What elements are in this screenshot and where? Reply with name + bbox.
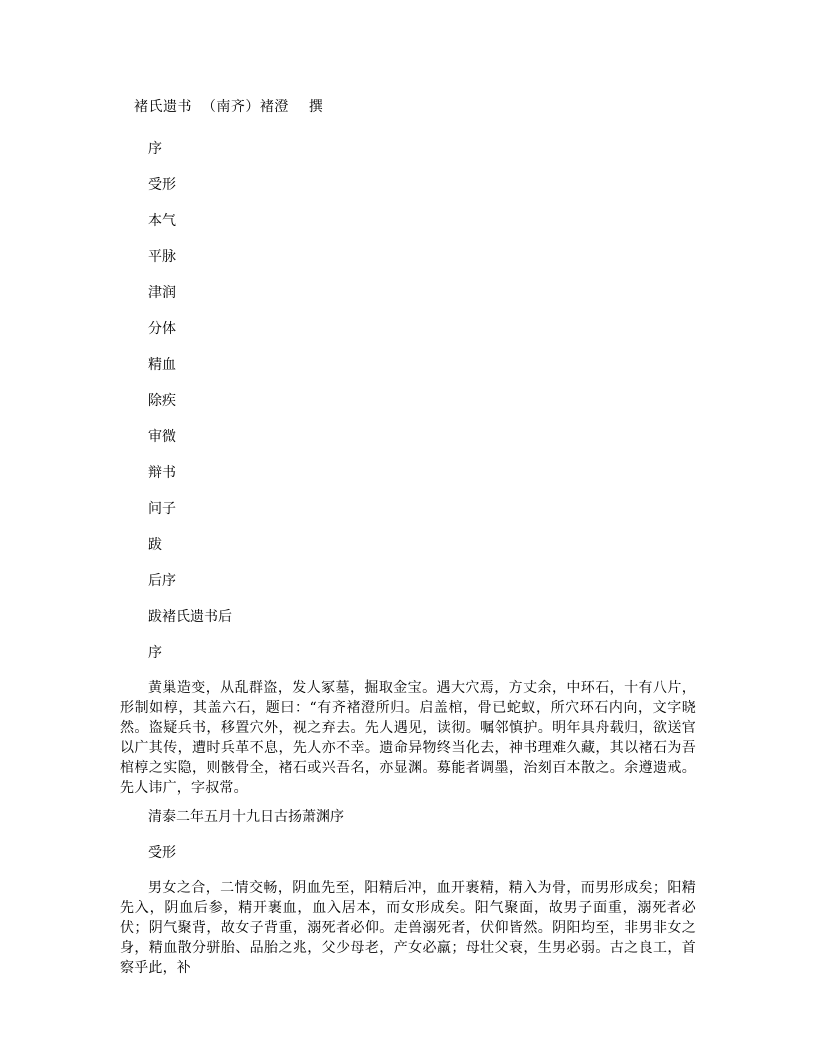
- preface-signature: 清泰二年五月十九日古扬萧渊序: [148, 809, 344, 825]
- toc-item: 受形: [148, 177, 176, 193]
- preface-paragraph: 黄巢造变，从乱群盗，发人冢墓，掘取金宝。遇大穴焉，方丈余，中环石，十有八片，形制如椁，其盖六石，题曰：“有齐褚澄所归。启盖棺，骨已蛇蚁，所穴环石内向，文字晓然。盗疑兵书，移置穴外，视之弃去。先人遇见，读彻。嘱邻慎护。明年具舟载归，欲送官以广其传，遭时兵革不息，先人亦不幸。遗命异物终当化去，神书理难久藏，其以褚石为吾棺椁之实隐，则骸骨全，褚石或兴吾名，亦显渊。募能者调墨，治刻百本散之。余遵遗戒。先人讳广，字叔常。: [120, 680, 696, 796]
- toc-item: 本气: [148, 213, 176, 229]
- preface-heading: 序: [148, 645, 162, 661]
- document-title: 褚氏遗书 （南齐）褚澄 撰: [134, 99, 324, 115]
- toc-item: 津润: [148, 285, 176, 301]
- chapter-paragraph: 男女之合，二情交畅，阴血先至，阳精后冲，血开裹精，精入为骨，而男形成矣；阳精先入，阴血后参，精开裹血，血入居本，而女形成矣。阳气聚面，故男子面重，溺死者必伏；阴气聚背，故女子背重，溺死者必仰。走兽溺死者，伏仰皆然。阴阳均至，非男非女之身，精血散分骈胎、品胎之兆，父少母老，产女必羸；母壮父衰，生男必弱。古之良工，首察乎此，补: [120, 880, 696, 976]
- chapter-heading: 受形: [148, 845, 176, 861]
- toc-item: 除疾: [148, 393, 176, 409]
- toc-item: 序: [148, 141, 162, 157]
- toc-item: 后序: [148, 573, 176, 589]
- toc-item: 问子: [148, 501, 176, 517]
- toc-item: 精血: [148, 357, 176, 373]
- toc-item: 跋: [148, 537, 162, 553]
- toc-item: 审微: [148, 429, 176, 445]
- toc-item: 平脉: [148, 249, 176, 265]
- toc-item: 跋褚氏遗书后: [148, 609, 232, 625]
- toc-item: 分体: [148, 321, 176, 337]
- toc-item: 辩书: [148, 465, 176, 481]
